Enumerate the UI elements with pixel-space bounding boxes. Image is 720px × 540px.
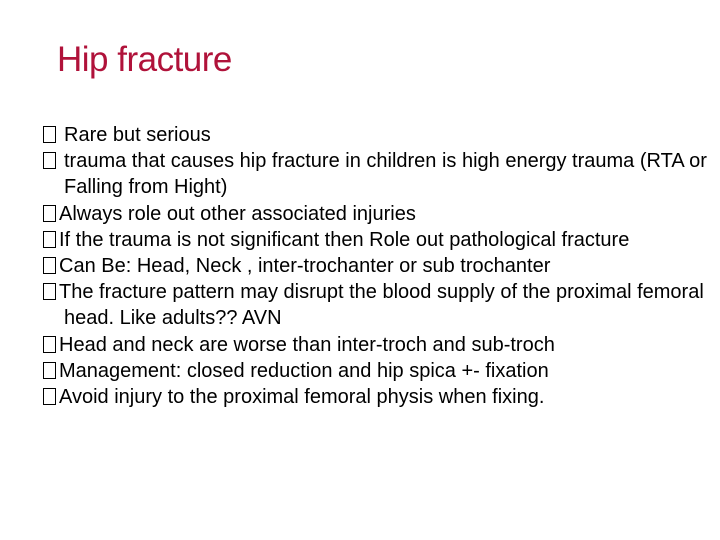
bullet-text: Can Be: Head, Neck , inter-trochanter or sub trochanter (59, 255, 551, 278)
bullet-list (43, 122, 708, 410)
bullet-text: If the trauma is not significant then Role out pathological fracture (59, 228, 630, 251)
bullet-text: Management: closed reduction and hip spica +- fixation (59, 359, 549, 382)
bullet-item (43, 358, 708, 384)
bullet-text: Always role out other associated injuries (59, 202, 416, 225)
missing-glyph-box-icon (43, 257, 56, 274)
bullet-text: Rare but serious (64, 124, 211, 146)
bullet-item (43, 227, 708, 253)
bullet-text: trauma that causes hip fracture in children is high energy trauma (RTA or Falling from Hight) (64, 150, 707, 199)
bullet-item (43, 384, 708, 410)
slide-title: Hip fracture (57, 40, 232, 79)
bullet-text: Avoid injury to the proximal femoral physis when fixing. (59, 386, 545, 409)
bullet-item (43, 201, 708, 227)
bullet-item (43, 253, 708, 279)
bullet-item (43, 332, 708, 358)
bullet-text: Head and neck are worse than inter-troch and sub-troch (59, 333, 555, 356)
missing-glyph-box-icon (43, 362, 56, 379)
missing-glyph-box-icon (43, 336, 56, 353)
missing-glyph-box-icon (43, 152, 56, 169)
missing-glyph-box-icon (43, 231, 56, 248)
bullet-item (43, 279, 708, 331)
bullet-item (43, 122, 708, 148)
missing-glyph-box-icon (43, 388, 56, 405)
missing-glyph-box-icon (43, 126, 56, 143)
missing-glyph-box-icon (43, 283, 56, 300)
bullet-text: The fracture pattern may disrupt the blood supply of the proximal femoral head. Like adults?? AVN (59, 281, 704, 330)
bullet-item (43, 148, 708, 200)
missing-glyph-box-icon (43, 205, 56, 222)
